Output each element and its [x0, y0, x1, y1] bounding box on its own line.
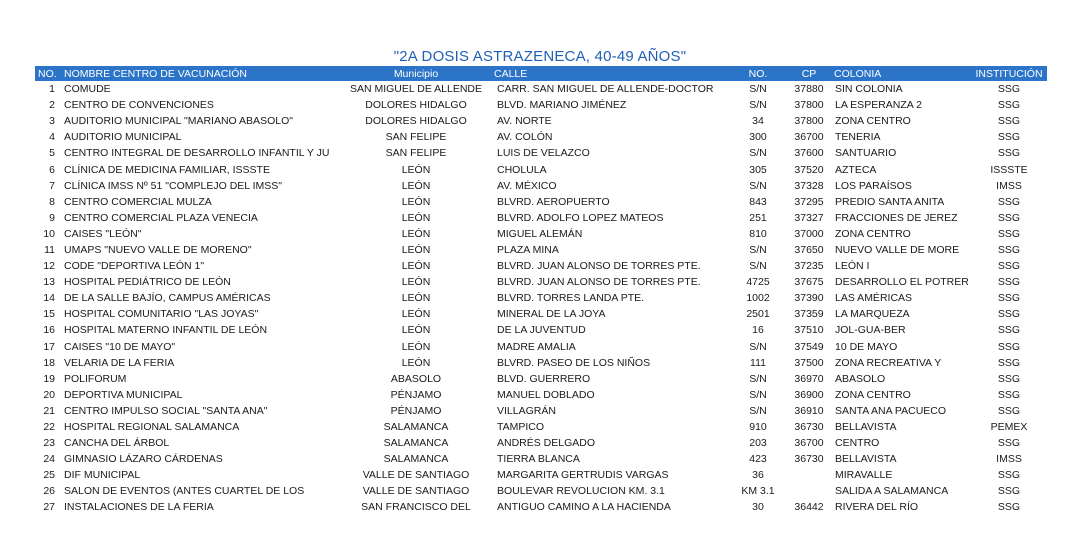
- cell-numero: S/N: [749, 243, 767, 256]
- cell-no: 4: [49, 131, 55, 144]
- cell-institucion: IMSS: [996, 179, 1022, 192]
- cell-nombre: INSTALACIONES DE LA FERIA: [64, 501, 214, 514]
- cell-no: 6: [49, 163, 55, 176]
- cell-institucion: SSG: [997, 243, 1021, 256]
- cell-calle: BLVRD. JUAN ALONSO DE TORRES PTE.: [497, 260, 701, 273]
- header-no: NO.: [35, 66, 61, 81]
- cell-calle: MINERAL DE LA JOYA: [497, 308, 606, 321]
- cell-colonia: MIRAVALLE: [835, 469, 893, 482]
- cell-colonia: LOS PARAÍSOS: [835, 179, 912, 192]
- cell-institucion: SSG: [997, 227, 1021, 240]
- cell-numero: 2501: [746, 308, 770, 321]
- cell-municipio: SAN FRANCISCO DEL: [361, 501, 471, 514]
- cell-numero: 810: [749, 227, 767, 240]
- cell-nombre: COMUDE: [64, 83, 111, 96]
- cell-numero: 4725: [746, 276, 770, 289]
- cell-municipio: LEÓN: [401, 356, 431, 369]
- cell-nombre: CAISES "LEÓN": [64, 227, 142, 240]
- cell-municipio: DOLORES HIDALGO: [365, 99, 467, 112]
- cell-numero: S/N: [749, 83, 767, 96]
- cell-numero: S/N: [749, 372, 767, 385]
- header-cp: CP: [787, 66, 831, 81]
- table-row: [35, 339, 1047, 355]
- cell-municipio: LEÓN: [401, 324, 431, 337]
- cell-municipio: VALLE DE SANTIAGO: [362, 469, 470, 482]
- cell-institucion: SSG: [997, 99, 1021, 112]
- cell-no: 26: [43, 485, 55, 498]
- cell-colonia: JOL-GUA-BER: [835, 324, 906, 337]
- table-row: [35, 499, 1047, 515]
- cell-cp: 37510: [794, 324, 824, 337]
- cell-colonia: CENTRO: [835, 437, 880, 450]
- cell-colonia: BELLAVISTA: [835, 453, 897, 466]
- cell-no: 23: [43, 437, 55, 450]
- cell-no: 11: [44, 243, 55, 256]
- cell-cp: 37520: [794, 163, 824, 176]
- cell-colonia: ZONA CENTRO: [835, 115, 911, 128]
- cell-municipio: LEÓN: [401, 340, 431, 353]
- cell-calle: BLVRD. AEROPUERTO: [497, 195, 610, 208]
- cell-calle: MARGARITA GERTRUDIS VARGAS: [497, 469, 669, 482]
- cell-numero: 423: [749, 453, 767, 466]
- cell-numero: S/N: [749, 404, 767, 417]
- cell-no: 22: [43, 421, 55, 434]
- table-row: [35, 306, 1047, 322]
- cell-colonia: AZTECA: [835, 163, 877, 176]
- cell-no: 16: [43, 324, 55, 337]
- cell-cp: [787, 467, 831, 483]
- cell-institucion: SSG: [997, 356, 1021, 369]
- cell-colonia: LA ESPERANZA 2: [835, 99, 922, 112]
- cell-institucion: SSG: [997, 83, 1021, 96]
- cell-colonia: ZONA RECREATIVA Y: [835, 356, 942, 369]
- cell-colonia: DESARROLLO EL POTRER: [835, 276, 969, 289]
- cell-municipio: SAN FELIPE: [385, 147, 447, 160]
- cell-municipio: LEÓN: [401, 195, 431, 208]
- cell-municipio: LEÓN: [401, 308, 431, 321]
- cell-cp: 37600: [794, 147, 824, 160]
- cell-cp: 37359: [794, 308, 824, 321]
- table-row: [35, 322, 1047, 338]
- cell-colonia: ZONA CENTRO: [835, 388, 911, 401]
- cell-calle: DE LA JUVENTUD: [497, 324, 586, 337]
- cell-colonia: TENERIA: [835, 131, 881, 144]
- cell-no: 2: [49, 99, 55, 112]
- cell-calle: MIGUEL ALEMÁN: [497, 227, 583, 240]
- table-row: [35, 113, 1047, 129]
- cell-municipio: LEÓN: [401, 179, 431, 192]
- table-row: [35, 467, 1047, 483]
- cell-nombre: GIMNASIO LÁZARO CÁRDENAS: [64, 453, 223, 466]
- table-row: [35, 451, 1047, 467]
- cell-colonia: LEÓN I: [835, 260, 870, 273]
- cell-nombre: CODE "DEPORTIVA LEÓN 1": [64, 260, 205, 273]
- cell-institucion: SSG: [997, 115, 1021, 128]
- table-row: [35, 355, 1047, 371]
- cell-cp: [787, 483, 831, 499]
- cell-nombre: AUDITORIO MUNICIPAL "MARIANO ABASOLO": [64, 115, 293, 128]
- cell-municipio: DOLORES HIDALGO: [365, 115, 467, 128]
- cell-nombre: CENTRO DE CONVENCIONES: [64, 99, 214, 112]
- cell-nombre: CENTRO COMERCIAL PLAZA VENECIA: [64, 211, 258, 224]
- cell-institucion: IMSS: [996, 453, 1022, 466]
- cell-nombre: DEPORTIVA MUNICIPAL: [64, 388, 183, 401]
- cell-no: 24: [43, 453, 55, 466]
- cell-calle: BOULEVAR REVOLUCION KM. 3.1: [497, 485, 665, 498]
- cell-colonia: NUEVO VALLE DE MORE: [835, 243, 960, 256]
- cell-institucion: SSG: [997, 324, 1021, 337]
- cell-cp: 36910: [794, 404, 824, 417]
- table-row: [35, 419, 1047, 435]
- cell-cp: 36442: [794, 501, 824, 514]
- cell-cp: 36730: [794, 421, 824, 434]
- cell-numero: 251: [749, 211, 767, 224]
- cell-no: 5: [49, 147, 55, 160]
- table-body: [35, 81, 1047, 516]
- cell-numero: 34: [752, 115, 764, 128]
- header-municipio: Municipio: [341, 66, 491, 81]
- cell-municipio: ABASOLO: [390, 372, 442, 385]
- cell-municipio: LEÓN: [401, 276, 431, 289]
- header-calle: CALLE: [491, 66, 729, 81]
- cell-institucion: SSG: [997, 485, 1021, 498]
- cell-municipio: SALAMANCA: [383, 453, 449, 466]
- cell-nombre: VELARIA DE LA FERIA: [64, 356, 175, 369]
- cell-cp: 36730: [794, 453, 824, 466]
- cell-colonia: ABASOLO: [835, 372, 886, 385]
- cell-numero: 843: [749, 195, 767, 208]
- cell-colonia: SALIDA A SALAMANCA: [835, 485, 949, 498]
- table-row: [35, 371, 1047, 387]
- cell-calle: BLVD. MARIANO JIMÉNEZ: [497, 99, 627, 112]
- cell-nombre: AUDITORIO MUNICIPAL: [64, 131, 182, 144]
- table-row: [35, 290, 1047, 306]
- cell-colonia: SANTA ANA PACUECO: [835, 404, 947, 417]
- cell-no: 14: [43, 292, 55, 305]
- cell-numero: 910: [749, 421, 767, 434]
- cell-numero: S/N: [749, 340, 767, 353]
- cell-cp: 37650: [794, 243, 824, 256]
- cell-calle: CHOLULA: [497, 163, 547, 176]
- cell-cp: 37235: [794, 260, 824, 273]
- cell-no: 10: [43, 227, 55, 240]
- cell-calle: PLAZA MINA: [497, 243, 559, 256]
- cell-cp: 37295: [794, 195, 824, 208]
- cell-colonia: ZONA CENTRO: [835, 227, 911, 240]
- cell-institucion: SSG: [997, 437, 1021, 450]
- cell-nombre: UMAPS "NUEVO VALLE DE MORENO": [64, 243, 252, 256]
- cell-municipio: LEÓN: [401, 260, 431, 273]
- cell-numero: 30: [752, 501, 764, 514]
- cell-no: 15: [43, 308, 55, 321]
- cell-no: 21: [43, 404, 55, 417]
- table-row: [35, 178, 1047, 194]
- cell-nombre: HOSPITAL REGIONAL SALAMANCA: [64, 421, 240, 434]
- cell-cp: 37328: [794, 179, 824, 192]
- cell-no: 20: [43, 388, 55, 401]
- cell-numero: 203: [749, 437, 767, 450]
- cell-no: 9: [49, 211, 55, 224]
- cell-municipio: LEÓN: [401, 243, 431, 256]
- table-row: [35, 274, 1047, 290]
- cell-institucion: SSG: [997, 372, 1021, 385]
- cell-institucion: SSG: [997, 131, 1021, 144]
- cell-nombre: CAISES "10 DE MAYO": [64, 340, 176, 353]
- cell-numero: 305: [749, 163, 767, 176]
- cell-institucion: SSG: [997, 469, 1021, 482]
- cell-institucion: SSG: [997, 388, 1021, 401]
- cell-institucion: SSG: [997, 404, 1021, 417]
- cell-nombre: HOSPITAL PEDIÁTRICO DE LEÓN: [64, 276, 231, 289]
- cell-institucion: SSG: [997, 276, 1021, 289]
- cell-municipio: LEÓN: [401, 292, 431, 305]
- cell-calle: BLVD. GUERRERO: [497, 372, 591, 385]
- cell-municipio: LEÓN: [401, 227, 431, 240]
- cell-calle: BLVRD. TORRES LANDA PTE.: [497, 292, 645, 305]
- cell-numero: KM 3.1: [741, 485, 775, 498]
- table-row: [35, 129, 1047, 145]
- cell-no: 1: [49, 83, 55, 96]
- cell-colonia: 10 DE MAYO: [835, 340, 898, 353]
- cell-calle: CARR. SAN MIGUEL DE ALLENDE-DOCTOR: [497, 83, 714, 96]
- cell-nombre: CLÍNICA DE MEDICINA FAMILIAR, ISSSTE: [64, 163, 270, 176]
- table-row: [35, 435, 1047, 451]
- cell-institucion: PEMEX: [990, 421, 1028, 434]
- cell-calle: LUIS DE VELAZCO: [497, 147, 590, 160]
- cell-cp: 37549: [794, 340, 824, 353]
- table-row: [35, 145, 1047, 161]
- header-numero: NO.: [729, 66, 787, 81]
- cell-cp: 37800: [794, 115, 824, 128]
- cell-nombre: CANCHA DEL ÁRBOL: [64, 437, 170, 450]
- table-header-row: [35, 66, 1047, 81]
- cell-nombre: DIF MUNICIPAL: [64, 469, 141, 482]
- cell-numero: S/N: [749, 179, 767, 192]
- cell-calle: ANDRÉS DELGADO: [497, 437, 596, 450]
- table-row: [35, 161, 1047, 177]
- table-row: [35, 226, 1047, 242]
- cell-no: 13: [43, 276, 55, 289]
- cell-calle: AV. NORTE: [497, 115, 552, 128]
- cell-colonia: FRACCIONES DE JEREZ: [835, 211, 958, 224]
- cell-cp: 36700: [794, 131, 824, 144]
- cell-no: 8: [49, 195, 55, 208]
- cell-municipio: SALAMANCA: [383, 421, 449, 434]
- cell-no: 27: [43, 501, 55, 514]
- cell-municipio: LEÓN: [401, 211, 431, 224]
- cell-numero: S/N: [749, 260, 767, 273]
- cell-calle: BLVRD. ADOLFO LOPEZ MATEOS: [497, 211, 664, 224]
- cell-municipio: PÉNJAMO: [390, 388, 442, 401]
- cell-nombre: CENTRO COMERCIAL MULZA: [64, 195, 212, 208]
- cell-calle: ANTIGUO CAMINO A LA HACIENDA: [497, 501, 671, 514]
- cell-nombre: CLÍNICA IMSS Nº 51 "COMPLEJO DEL IMSS": [64, 179, 283, 192]
- cell-no: 25: [43, 469, 55, 482]
- cell-colonia: SANTUARIO: [835, 147, 897, 160]
- cell-cp: 37675: [794, 276, 824, 289]
- table-row: [35, 210, 1047, 226]
- page-title: "2A DOSIS ASTRAZENECA, 40-49 AÑOS": [393, 48, 687, 65]
- cell-institucion: SSG: [997, 260, 1021, 273]
- cell-calle: TIERRA BLANCA: [497, 453, 580, 466]
- cell-cp: 36900: [794, 388, 824, 401]
- cell-cp: 37500: [794, 356, 824, 369]
- cell-municipio: SAN MIGUEL DE ALLENDE: [349, 83, 483, 96]
- cell-cp: 36970: [794, 372, 824, 385]
- table-row: [35, 403, 1047, 419]
- cell-no: 17: [43, 340, 55, 353]
- cell-nombre: SALON DE EVENTOS (ANTES CUARTEL DE LOS: [64, 485, 305, 498]
- cell-municipio: PÉNJAMO: [390, 404, 442, 417]
- cell-calle: AV. COLÓN: [497, 131, 553, 144]
- cell-colonia: LA MARQUEZA: [835, 308, 910, 321]
- cell-institucion: ISSSTE: [990, 163, 1028, 176]
- cell-nombre: CENTRO INTEGRAL DE DESARROLLO INFANTIL Y JU: [64, 147, 330, 160]
- cell-cp: 37327: [794, 211, 824, 224]
- cell-cp: 36700: [794, 437, 824, 450]
- cell-cp: 37390: [794, 292, 824, 305]
- cell-calle: BLVRD. JUAN ALONSO DE TORRES PTE.: [497, 276, 701, 289]
- cell-numero: S/N: [749, 99, 767, 112]
- cell-nombre: CENTRO IMPULSO SOCIAL "SANTA ANA": [64, 404, 268, 417]
- cell-numero: 300: [749, 131, 767, 144]
- cell-institucion: SSG: [997, 195, 1021, 208]
- cell-no: 7: [49, 179, 55, 192]
- cell-institucion: SSG: [997, 308, 1021, 321]
- cell-nombre: POLIFORUM: [64, 372, 127, 385]
- cell-no: 3: [49, 115, 55, 128]
- cell-numero: 36: [752, 469, 764, 482]
- cell-colonia: RIVERA DEL RÍO: [835, 501, 919, 514]
- cell-colonia: PREDIO SANTA ANITA: [835, 195, 945, 208]
- cell-numero: 16: [752, 324, 764, 337]
- cell-calle: BLVRD. PASEO DE LOS NIÑOS: [497, 356, 651, 369]
- cell-institucion: SSG: [997, 211, 1021, 224]
- table-row: [35, 242, 1047, 258]
- cell-nombre: DE LA SALLE BAJÍO, CAMPUS AMÉRICAS: [64, 292, 271, 305]
- cell-calle: MANUEL DOBLADO: [497, 388, 595, 401]
- header-colonia: COLONIA: [831, 66, 971, 81]
- cell-numero: 111: [750, 356, 766, 369]
- cell-institucion: SSG: [997, 501, 1021, 514]
- cell-institucion: SSG: [997, 147, 1021, 160]
- cell-institucion: SSG: [997, 340, 1021, 353]
- cell-municipio: LEÓN: [401, 163, 431, 176]
- table-row: [35, 387, 1047, 403]
- cell-cp: 37000: [794, 227, 824, 240]
- cell-numero: 1002: [746, 292, 770, 305]
- cell-colonia: SIN COLONIA: [835, 83, 903, 96]
- header-institucion: INSTITUCIÓN: [971, 66, 1047, 81]
- cell-municipio: SALAMANCA: [383, 437, 449, 450]
- cell-numero: S/N: [749, 388, 767, 401]
- cell-institucion: SSG: [997, 292, 1021, 305]
- cell-calle: TAMPICO: [497, 421, 545, 434]
- cell-cp: 37880: [794, 83, 824, 96]
- table-row: [35, 194, 1047, 210]
- vaccination-centers-table: [35, 66, 1047, 516]
- cell-calle: MADRE AMALIA: [497, 340, 576, 353]
- cell-colonia: BELLAVISTA: [835, 421, 897, 434]
- cell-no: 12: [43, 260, 55, 273]
- table-row: [35, 81, 1047, 97]
- cell-numero: S/N: [749, 147, 767, 160]
- cell-no: 19: [43, 372, 55, 385]
- cell-calle: VILLAGRÁN: [497, 404, 556, 417]
- cell-nombre: HOSPITAL COMUNITARIO "LAS JOYAS": [64, 308, 259, 321]
- header-nombre: NOMBRE CENTRO DE VACUNACIÓN: [61, 66, 341, 81]
- cell-cp: 37800: [794, 99, 824, 112]
- cell-calle: AV. MÉXICO: [497, 179, 557, 192]
- table-row: [35, 483, 1047, 499]
- table-row: [35, 97, 1047, 113]
- table-row: [35, 258, 1047, 274]
- cell-colonia: LAS AMÉRICAS: [835, 292, 913, 305]
- cell-no: 18: [43, 356, 55, 369]
- cell-nombre: HOSPITAL MATERNO INFANTIL DE LEÓN: [64, 324, 268, 337]
- cell-municipio: SAN FELIPE: [385, 131, 447, 144]
- cell-municipio: VALLE DE SANTIAGO: [362, 485, 470, 498]
